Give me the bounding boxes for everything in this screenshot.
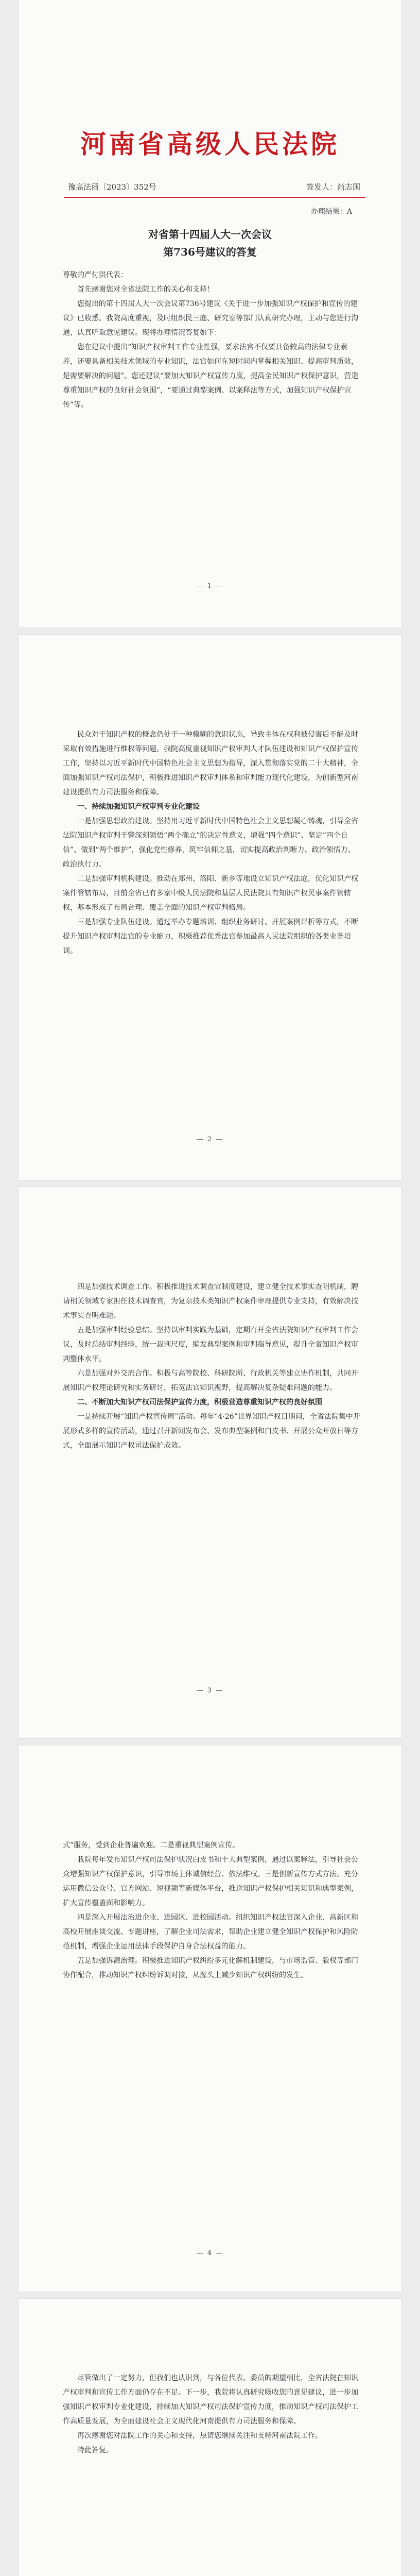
body-paragraph: 首先感谢您对全省法院工作的关心和支持！ xyxy=(77,285,214,294)
body-paragraph: 三是加强专业队伍建设。通过举办专题培训、组织业务研讨、开展案例评析等方式，不断提升知识产权审判法官的专业能力，积极推荐优秀法官参加最高人民法院组织的各类业务培训。 xyxy=(63,918,358,955)
court-header-title: 河南省高级人民法院 xyxy=(80,129,340,159)
body-paragraph: 特此答复。 xyxy=(77,2446,113,2454)
body-paragraph: 式”服务，受到企业普遍欢迎。二是重视典型案例宣传。 xyxy=(63,1841,240,1850)
section-heading-2: 二、不断加大知识产权司法保护宣传力度，积极营造尊重知识产权的良好氛围 xyxy=(77,1398,322,1406)
section-heading-1: 一、持续加强知识产权审判专业化建设 xyxy=(77,803,200,811)
document-page-1 xyxy=(19,0,401,628)
result-category: 办理结果：A xyxy=(310,208,352,216)
page-3-body xyxy=(63,1280,361,1453)
body-paragraph: 五是加强审判经验总结。坚持以审判实践为基础，定期召开全省法院知识产权审判工作会议，及时总结审判经验，统一裁判尺度，编发典型案例和审判指导意见，提升全省知识产权审判整体水平。 xyxy=(63,1326,358,1363)
body-paragraph: 再次感谢您对法院工作的关心和支持，恳请您继续关注和支持河南法院工作。 xyxy=(77,2432,322,2440)
document-page-2 xyxy=(19,635,401,1180)
page-1-body xyxy=(63,268,361,412)
document-number: 豫高法函〔2023〕352号 xyxy=(68,182,156,192)
reply-title xyxy=(19,226,401,261)
page-2-body xyxy=(63,727,361,958)
page-5-body xyxy=(63,2371,361,2458)
body-paragraph: 四是加强技术调查工作。积极推进技术调查官制度建设，建立健全技术事实查明机制，聘请相关领域专家担任技术调查官，为复杂技术类知识产权案件审理提供专业支持，有效解决技术事实查明难题。 xyxy=(63,1283,358,1320)
body-paragraph: 一是持续开展“知识产权宣传周”活动。每年“4·26”世界知识产权日期间，全省法院集中开展形式多样的宣传活动，通过召开新闻发布会、发布典型案例和白皮书、开展公众开放日等方式，全面展示知识产权司法保护成效。 xyxy=(63,1413,360,1450)
body-paragraph: 六是加强对外交流合作。积极与高等院校、科研院所、行政机关等建立协作机制，共同开展知识产权理论研究和实务研讨，拓宽法官知识视野，提高解决复杂疑难问题的能力。 xyxy=(63,1369,358,1392)
reply-title-line-1: 对省第十四届人大一次会议 xyxy=(148,228,272,241)
document-page-4 xyxy=(19,1745,401,2292)
document-signer: 签发人：尚志国 xyxy=(306,182,360,192)
body-paragraph: 二是加强审判机构建设。推动在郑州、洛阳、新乡等地设立知识产权法庭，优化知识产权案件管辖布局，目前全省已有多家中级人民法院和基层人民法院具有知识产权民事案件管辖权，基本形成了布局合理、覆盖全面的知识产权审判格局。 xyxy=(63,875,358,912)
page-number: — 4 — xyxy=(196,2249,224,2257)
body-paragraph: 您提出的第十四届人大一次会议第736号建议《关于进一步加强知识产权保护和宣传的建议》已收悉。我院高度重视，及时组织民三庭、研究室等部门认真研究办理，主动与您进行沟通，认真听取意见建议。现将办理情况答复如下： xyxy=(63,300,358,337)
page-number: — 1 — xyxy=(196,582,224,590)
document-page-3 xyxy=(19,1187,401,1738)
header-red-divider xyxy=(64,197,365,198)
body-paragraph: 五是加强诉源治理。积极推进知识产权纠纷多元化解机制建设，与市场监管、版权等部门协作配合，推动知识产权纠纷诉调对接，从源头上减少知识产权纠纷的发生。 xyxy=(63,1957,358,1979)
body-paragraph: 四是深入开展法治进企业、进园区、进校园活动。组织知识产权法官深入企业、高新区和高校开展座谈交流、专题讲座，了解企业司法需求，帮助企业建立健全知识产权保护和风险防范机制，增强企业运用法律手段保护自身合法权益的能力。 xyxy=(63,1913,358,1951)
body-paragraph: 您在建议中提出“知识产权审判工作专业性强，要求法官不仅要具备较高的法律专业素养，还要具备相关技术领域的专业知识，法官如何在短时间内掌握相关知识、提高审判质效，是需要解决的问题”。您还建议“要加大知识产权宣传力度，提高全民知识产权保护意识，营造尊重知识产权的良好社会氛围”，“要通过典型案例、以案释法等方式，加强知识产权保护宣传”等。 xyxy=(63,343,359,409)
page-4-body xyxy=(63,1838,361,1982)
body-paragraph: 一是加强思想政治建设。坚持用习近平新时代中国特色社会主义思想凝心铸魂，引导全省法院知识产权审判干警深刻领悟“两个确立”的决定性意义，增强“四个意识”、坚定“四个自信”、做到“两个维护”，强化党性修养，筑牢信仰之基，切实提高政治判断力、政治领悟力、政治执行力。 xyxy=(63,817,358,869)
page-number: — 3 — xyxy=(196,1687,224,1694)
reply-title-line-2: 第736号建议的答复 xyxy=(163,246,257,258)
salutation: 尊敬的严付洪代表： xyxy=(63,271,128,279)
document-page-5 xyxy=(19,2299,401,2576)
body-paragraph: 尽管做出了一定努力，但我们也认识到，与各位代表、委员的期望相比，全省法院在知识产权审判和宣传工作方面仍存在不足。下一步，我院将认真研究吸收您的意见建议，进一步加强知识产权审判专业化建设，持续加大知识产权司法保护宣传力度，推动知识产权司法保护工作高质量发展，为全面建设社会主义现代化河南提供有力司法服务和保障。 xyxy=(63,2374,358,2426)
body-paragraph: 民众对于知识产权的概念仍处于一种模糊的意识状态，导致主体在权利被侵害后不能及时采取有效措施进行维权等问题。我院高度重视知识产权审判人才队伍建设和知识产权保护宣传工作，坚持以习近平新时代中国特色社会主义思想为指导，深入贯彻落实党的二十大精神，全面加强知识产权司法保护，积极推进知识产权审判体系和审判能力现代化建设，为创新型河南建设提供有力司法服务和保障。 xyxy=(63,731,358,796)
page-number: — 2 — xyxy=(196,1136,224,1143)
body-paragraph: 我院每年发布知识产权司法保护状况白皮书和十大典型案例，通过以案释法，引导社会公众增强知识产权保护意识，引导市场主体诚信经营、依法维权。三是创新宣传方式方法。充分运用微信公众号、官方网站、短视频等新媒体平台，推送知识产权保护相关知识和典型案例，扩大宣传覆盖面和影响力。 xyxy=(63,1856,358,1907)
